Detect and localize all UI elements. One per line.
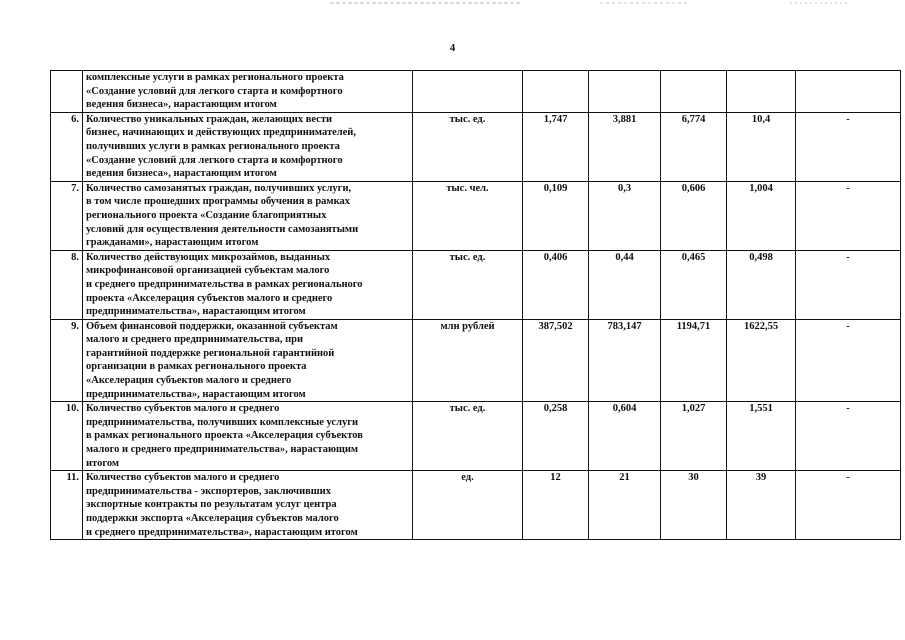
description-line: гражданами», нарастающим итогом [86,237,259,249]
description-line: регионального проекта «Создание благоприятных [86,209,327,221]
description-line: предпринимательства», нарастающим итогом [86,388,306,400]
indicator-value: 0,406 [523,250,589,319]
indicator-value: 0,258 [523,402,589,471]
description-line: «Создание условий для легкого старта и комфортного [86,154,343,166]
description-line: предпринимательства», нарастающим итогом [86,306,306,318]
description-line: Количество уникальных граждан, желающих вести [86,113,333,125]
description-line: комплексные услуги в рамках регионального проекта [86,72,344,83]
page-number: 4 [449,42,456,54]
indicator-value: 1,747 [523,112,589,181]
description-line: малого и среднего предпринимательства, при [86,334,304,346]
note-cell: - [796,181,901,250]
table-row [51,319,901,402]
indicator-description [83,181,413,250]
description-line: итогом [86,457,120,469]
description-line: ведения бизнеса», нарастающим итогом [86,168,277,180]
indicator-value: 1,027 [661,402,727,471]
table-row [51,471,901,540]
note-cell: - [796,471,901,540]
table-row [51,112,901,181]
table-row [51,250,901,319]
description-line: и среднего предпринимательства», нарастающим итогом [86,526,358,538]
description-line: микрофинансовой организацией субъектам малого [86,265,330,277]
table-row [51,402,901,471]
description-line: бизнес, начинающих и действующих предпринимателей, [86,127,356,139]
description-line: Количество действующих микрозаймов, выданных [86,251,331,263]
note-cell: - [796,250,901,319]
table-row [51,181,901,250]
indicator-description [83,250,413,319]
indicator-value [523,71,589,113]
indicator-value: 12 [523,471,589,540]
description-line: проекта «Акселерация субъектов малого и среднего [86,292,333,304]
scan-artifact-marks [0,0,905,8]
description-line: поддержки экспорта «Акселерация субъектов малого [86,513,339,524]
description-line: Количество субъектов малого и среднего [86,403,280,415]
indicator-value: 0,109 [523,181,589,250]
row-number: 7. [51,181,83,250]
indicator-value: 10,4 [727,112,796,181]
indicator-value: 1,004 [727,181,796,250]
indicator-value: 0,44 [589,250,661,319]
description-line: в рамках регионального проекта «Акселерация субъектов [86,430,363,442]
description-line: ведения бизнеса», нарастающим итогом [86,99,277,111]
description-line: «Акселерация субъектов малого и среднего [86,375,292,387]
description-line: малого и среднего предпринимательства», нарастающим [86,444,359,456]
indicator-description [83,319,413,402]
indicator-value: 387,502 [523,319,589,402]
description-line: получивших услуги в рамках регионального проекта [86,140,340,152]
indicator-description [83,71,413,113]
description-line: гарантийной поддержке региональной гарантийной [86,347,335,359]
description-line: экспортные контракты по результатам услуг центра [86,499,337,511]
indicator-value: 0,606 [661,181,727,250]
indicator-value: 0,604 [589,402,661,471]
note-cell: - [796,402,901,471]
indicator-value [727,71,796,113]
indicator-value [661,71,727,113]
row-number: 6. [51,112,83,181]
description-line: предпринимательства, получивших комплексные услуги [86,416,359,428]
row-number: 10. [51,402,83,471]
description-line: Количество самозанятых граждан, получивших услуги, [86,182,352,194]
unit-of-measure: ед. [413,471,523,540]
indicator-value: 0,498 [727,250,796,319]
indicator-value: 30 [661,471,727,540]
indicator-value: 0,465 [661,250,727,319]
indicator-value: 39 [727,471,796,540]
description-line: и среднего предпринимательства в рамках регионального [86,278,363,290]
row-number: 8. [51,250,83,319]
description-line: предпринимательства - экспортеров, заключивших [86,485,331,497]
indicator-value: 1194,71 [661,319,727,402]
description-line: Количество субъектов малого и среднего [86,472,280,484]
unit-of-measure: тыс. чел. [413,181,523,250]
indicators-table [50,70,901,540]
indicator-value: 21 [589,471,661,540]
indicator-value: 1,551 [727,402,796,471]
indicator-description [83,402,413,471]
indicator-value: 3,881 [589,112,661,181]
table-row [51,71,901,113]
description-line: условий для осуществления деятельности самозанятыми [86,223,359,235]
indicator-value: 6,774 [661,112,727,181]
description-line: организации в рамках регионального проекта [86,361,307,373]
indicator-value: 783,147 [589,319,661,402]
row-number: 9. [51,319,83,402]
indicators-table-body [51,71,901,540]
description-line: в том числе прошедших программы обучения в рамках [86,196,350,208]
description-line: «Создание условий для легкого старта и комфортного [86,85,343,97]
note-cell: - [796,112,901,181]
note-cell: - [796,319,901,402]
unit-of-measure: тыс. ед. [413,250,523,319]
indicator-description [83,112,413,181]
indicator-value: 1622,55 [727,319,796,402]
note-cell [796,71,901,113]
indicator-value [589,71,661,113]
indicator-value: 0,3 [589,181,661,250]
row-number [51,71,83,113]
unit-of-measure: тыс. ед. [413,112,523,181]
unit-of-measure: тыс. ед. [413,402,523,471]
description-line: Объем финансовой поддержки, оказанной субъектам [86,320,338,332]
row-number: 11. [51,471,83,540]
unit-of-measure: млн рублей [413,319,523,402]
unit-of-measure [413,71,523,113]
indicator-description [83,471,413,540]
